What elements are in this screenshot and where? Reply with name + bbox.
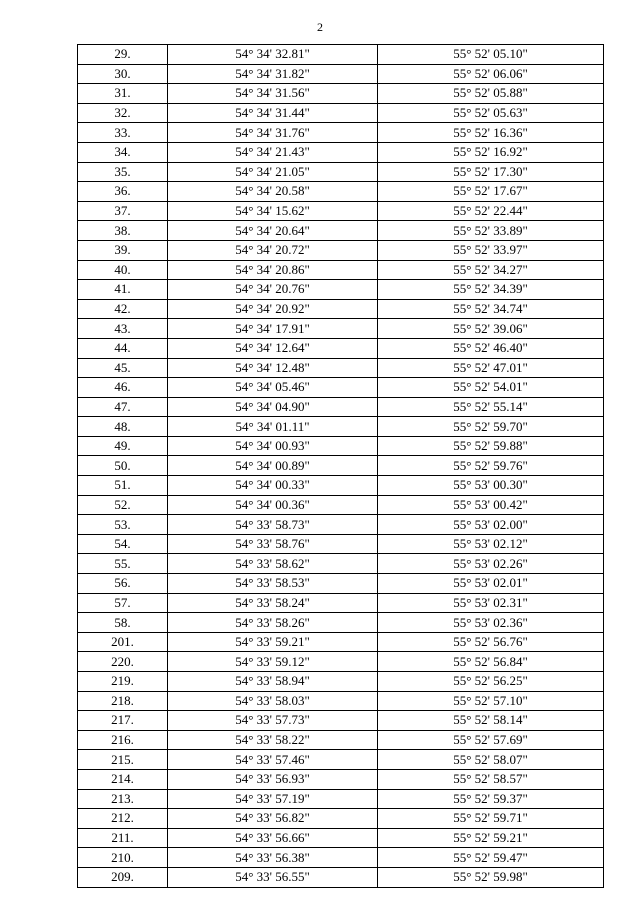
table-row	[78, 769, 604, 789]
table-row	[78, 632, 604, 652]
longitude-cell: 55° 52' 59.37"	[378, 789, 604, 809]
point-number-cell: 210.	[78, 848, 168, 868]
table-row	[78, 730, 604, 750]
point-number-cell: 43.	[78, 319, 168, 339]
latitude-cell: 54° 34' 00.93"	[168, 436, 378, 456]
longitude-cell: 55° 53' 02.36"	[378, 613, 604, 633]
longitude-cell: 55° 52' 57.69"	[378, 730, 604, 750]
table-row	[78, 476, 604, 496]
point-number-cell: 213.	[78, 789, 168, 809]
table-row	[78, 593, 604, 613]
latitude-cell: 54° 33' 56.93"	[168, 769, 378, 789]
table-row	[78, 299, 604, 319]
table-row	[78, 162, 604, 182]
longitude-cell: 55° 53' 02.01"	[378, 574, 604, 594]
point-number-cell: 212.	[78, 809, 168, 829]
point-number-cell: 52.	[78, 495, 168, 515]
longitude-cell: 55° 52' 05.10"	[378, 45, 604, 65]
point-number-cell: 53.	[78, 515, 168, 535]
point-number-cell: 51.	[78, 476, 168, 496]
point-number-cell: 42.	[78, 299, 168, 319]
latitude-cell: 54° 34' 01.11"	[168, 417, 378, 437]
latitude-cell: 54° 34' 20.92"	[168, 299, 378, 319]
longitude-cell: 55° 52' 17.67"	[378, 182, 604, 202]
latitude-cell: 54° 34' 31.76"	[168, 123, 378, 143]
table-row	[78, 534, 604, 554]
table-row	[78, 672, 604, 692]
latitude-cell: 54° 33' 58.26"	[168, 613, 378, 633]
longitude-cell: 55° 52' 34.27"	[378, 260, 604, 280]
table-row	[78, 64, 604, 84]
longitude-cell: 55° 52' 58.14"	[378, 711, 604, 731]
latitude-cell: 54° 33' 58.94"	[168, 672, 378, 692]
table-row	[78, 711, 604, 731]
latitude-cell: 54° 34' 31.82"	[168, 64, 378, 84]
point-number-cell: 40.	[78, 260, 168, 280]
latitude-cell: 54° 34' 20.76"	[168, 280, 378, 300]
page-number: 2	[317, 20, 323, 34]
table-row	[78, 280, 604, 300]
point-number-cell: 33.	[78, 123, 168, 143]
point-number-cell: 29.	[78, 45, 168, 65]
latitude-cell: 54° 33' 56.38"	[168, 848, 378, 868]
longitude-cell: 55° 53' 00.30"	[378, 476, 604, 496]
table-row	[78, 750, 604, 770]
longitude-cell: 55° 52' 59.76"	[378, 456, 604, 476]
longitude-cell: 55° 52' 05.88"	[378, 84, 604, 104]
longitude-cell: 55° 53' 00.42"	[378, 495, 604, 515]
table-row	[78, 789, 604, 809]
table-row	[78, 554, 604, 574]
point-number-cell: 46.	[78, 378, 168, 398]
coordinates-table-body	[78, 45, 604, 888]
longitude-cell: 55° 53' 02.26"	[378, 554, 604, 574]
latitude-cell: 54° 33' 58.53"	[168, 574, 378, 594]
longitude-cell: 55° 52' 16.36"	[378, 123, 604, 143]
table-row	[78, 358, 604, 378]
table-row	[78, 221, 604, 241]
table-row	[78, 867, 604, 887]
longitude-cell: 55° 52' 47.01"	[378, 358, 604, 378]
latitude-cell: 54° 33' 59.12"	[168, 652, 378, 672]
longitude-cell: 55° 52' 59.47"	[378, 848, 604, 868]
longitude-cell: 55° 52' 39.06"	[378, 319, 604, 339]
latitude-cell: 54° 34' 00.89"	[168, 456, 378, 476]
point-number-cell: 34.	[78, 142, 168, 162]
longitude-cell: 55° 53' 02.31"	[378, 593, 604, 613]
latitude-cell: 54° 34' 05.46"	[168, 378, 378, 398]
latitude-cell: 54° 33' 56.55"	[168, 867, 378, 887]
point-number-cell: 220.	[78, 652, 168, 672]
table-row	[78, 574, 604, 594]
table-row	[78, 848, 604, 868]
longitude-cell: 55° 52' 58.57"	[378, 769, 604, 789]
longitude-cell: 55° 52' 22.44"	[378, 201, 604, 221]
latitude-cell: 54° 34' 31.56"	[168, 84, 378, 104]
latitude-cell: 54° 33' 57.73"	[168, 711, 378, 731]
point-number-cell: 50.	[78, 456, 168, 476]
longitude-cell: 55° 52' 05.63"	[378, 103, 604, 123]
table-row	[78, 240, 604, 260]
table-row	[78, 182, 604, 202]
longitude-cell: 55° 53' 02.00"	[378, 515, 604, 535]
table-row	[78, 378, 604, 398]
table-row	[78, 828, 604, 848]
longitude-cell: 55° 52' 54.01"	[378, 378, 604, 398]
latitude-cell: 54° 33' 56.82"	[168, 809, 378, 829]
latitude-cell: 54° 34' 20.72"	[168, 240, 378, 260]
point-number-cell: 216.	[78, 730, 168, 750]
table-row	[78, 45, 604, 65]
latitude-cell: 54° 34' 20.86"	[168, 260, 378, 280]
table-row	[78, 613, 604, 633]
longitude-cell: 55° 52' 56.76"	[378, 632, 604, 652]
longitude-cell: 55° 52' 59.70"	[378, 417, 604, 437]
point-number-cell: 55.	[78, 554, 168, 574]
latitude-cell: 54° 34' 04.90"	[168, 397, 378, 417]
point-number-cell: 214.	[78, 769, 168, 789]
longitude-cell: 55° 52' 17.30"	[378, 162, 604, 182]
point-number-cell: 49.	[78, 436, 168, 456]
longitude-cell: 55° 52' 34.74"	[378, 299, 604, 319]
point-number-cell: 30.	[78, 64, 168, 84]
table-row	[78, 456, 604, 476]
point-number-cell: 47.	[78, 397, 168, 417]
longitude-cell: 55° 52' 33.97"	[378, 240, 604, 260]
longitude-cell: 55° 52' 46.40"	[378, 338, 604, 358]
longitude-cell: 55° 52' 34.39"	[378, 280, 604, 300]
latitude-cell: 54° 33' 58.76"	[168, 534, 378, 554]
point-number-cell: 211.	[78, 828, 168, 848]
table-row	[78, 103, 604, 123]
longitude-cell: 55° 52' 58.07"	[378, 750, 604, 770]
point-number-cell: 56.	[78, 574, 168, 594]
table-row	[78, 260, 604, 280]
table-row	[78, 652, 604, 672]
longitude-cell: 55° 52' 59.98"	[378, 867, 604, 887]
table-row	[78, 691, 604, 711]
latitude-cell: 54° 34' 32.81"	[168, 45, 378, 65]
table-row	[78, 809, 604, 829]
coordinates-table	[77, 44, 604, 888]
latitude-cell: 54° 33' 58.73"	[168, 515, 378, 535]
table-row	[78, 338, 604, 358]
point-number-cell: 31.	[78, 84, 168, 104]
point-number-cell: 44.	[78, 338, 168, 358]
latitude-cell: 54° 33' 58.03"	[168, 691, 378, 711]
latitude-cell: 54° 34' 21.43"	[168, 142, 378, 162]
latitude-cell: 54° 34' 31.44"	[168, 103, 378, 123]
latitude-cell: 54° 34' 21.05"	[168, 162, 378, 182]
longitude-cell: 55° 52' 06.06"	[378, 64, 604, 84]
latitude-cell: 54° 34' 12.64"	[168, 338, 378, 358]
longitude-cell: 55° 52' 59.71"	[378, 809, 604, 829]
point-number-cell: 48.	[78, 417, 168, 437]
longitude-cell: 55° 52' 16.92"	[378, 142, 604, 162]
latitude-cell: 54° 34' 00.33"	[168, 476, 378, 496]
point-number-cell: 58.	[78, 613, 168, 633]
table-row	[78, 515, 604, 535]
longitude-cell: 55° 52' 57.10"	[378, 691, 604, 711]
point-number-cell: 54.	[78, 534, 168, 554]
latitude-cell: 54° 33' 59.21"	[168, 632, 378, 652]
point-number-cell: 36.	[78, 182, 168, 202]
point-number-cell: 35.	[78, 162, 168, 182]
point-number-cell: 218.	[78, 691, 168, 711]
latitude-cell: 54° 34' 20.58"	[168, 182, 378, 202]
table-row	[78, 417, 604, 437]
point-number-cell: 45.	[78, 358, 168, 378]
longitude-cell: 55° 53' 02.12"	[378, 534, 604, 554]
table-row	[78, 319, 604, 339]
latitude-cell: 54° 33' 58.62"	[168, 554, 378, 574]
point-number-cell: 217.	[78, 711, 168, 731]
longitude-cell: 55° 52' 59.21"	[378, 828, 604, 848]
latitude-cell: 54° 33' 57.46"	[168, 750, 378, 770]
latitude-cell: 54° 34' 20.64"	[168, 221, 378, 241]
table-row	[78, 142, 604, 162]
point-number-cell: 37.	[78, 201, 168, 221]
longitude-cell: 55° 52' 33.89"	[378, 221, 604, 241]
table-row	[78, 495, 604, 515]
longitude-cell: 55° 52' 55.14"	[378, 397, 604, 417]
latitude-cell: 54° 33' 57.19"	[168, 789, 378, 809]
latitude-cell: 54° 34' 17.91"	[168, 319, 378, 339]
point-number-cell: 32.	[78, 103, 168, 123]
point-number-cell: 201.	[78, 632, 168, 652]
latitude-cell: 54° 34' 12.48"	[168, 358, 378, 378]
point-number-cell: 41.	[78, 280, 168, 300]
point-number-cell: 38.	[78, 221, 168, 241]
latitude-cell: 54° 33' 56.66"	[168, 828, 378, 848]
table-row	[78, 436, 604, 456]
latitude-cell: 54° 34' 15.62"	[168, 201, 378, 221]
latitude-cell: 54° 33' 58.22"	[168, 730, 378, 750]
point-number-cell: 209.	[78, 867, 168, 887]
point-number-cell: 57.	[78, 593, 168, 613]
longitude-cell: 55° 52' 56.25"	[378, 672, 604, 692]
longitude-cell: 55° 52' 56.84"	[378, 652, 604, 672]
latitude-cell: 54° 34' 00.36"	[168, 495, 378, 515]
longitude-cell: 55° 52' 59.88"	[378, 436, 604, 456]
table-row	[78, 84, 604, 104]
table-row	[78, 397, 604, 417]
point-number-cell: 215.	[78, 750, 168, 770]
latitude-cell: 54° 33' 58.24"	[168, 593, 378, 613]
point-number-cell: 39.	[78, 240, 168, 260]
point-number-cell: 219.	[78, 672, 168, 692]
table-row	[78, 123, 604, 143]
table-row	[78, 201, 604, 221]
